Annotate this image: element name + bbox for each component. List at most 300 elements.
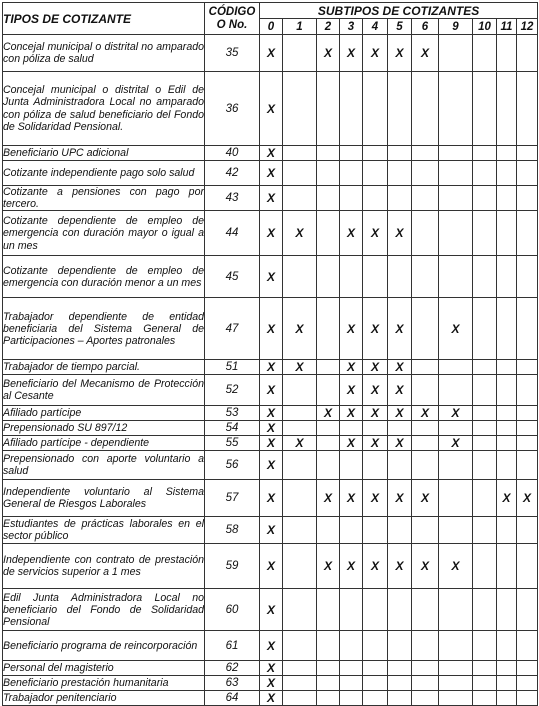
tipo-cotizante-cell: Edil Junta Administradora Local no beneficiario del Fondo de Solidaridad Pensional [3,589,205,631]
tipo-cotizante-cell: Trabajador penitenciario [3,691,205,706]
subtipo-cell-11 [497,676,517,691]
subtipo-cell-0 [260,436,283,451]
subtipo-cell-12 [517,35,538,72]
subtipo-cell-11 [497,72,517,146]
subtipo-cell-6 [412,375,439,406]
subtipo-cell-4 [363,298,388,360]
subtipo-cell-4 [363,375,388,406]
subtipo-mark: X [266,458,275,473]
subtipo-mark: X [420,491,429,506]
subtipo-cell-1 [283,451,317,480]
tipos-header [3,3,205,35]
codigo-cell: 55 [205,436,260,451]
tipo-cotizante-cell: Cotizante dependiente de empleo de emergencia con duración menor a un mes [3,256,205,298]
subtipo-cell-3 [340,421,363,436]
subtipo-mark: X [266,191,275,206]
subtipo-cell-5 [388,375,412,406]
subtipo-cell-3 [340,517,363,544]
tipo-cotizante-cell: Beneficiario del Mecanismo de Protección al Cesante [3,375,205,406]
subtipo-cell-4 [363,691,388,706]
subtipo-cell-3 [340,72,363,146]
subtipo-mark: X [395,406,404,421]
subtipo-mark: X [266,602,275,617]
subtipo-cell-5 [388,186,412,211]
subtipo-cell-6 [412,661,439,676]
subtipo-cell-0 [260,161,283,186]
table-row [3,360,538,375]
subtipo-cell-5 [388,676,412,691]
subtipo-cell-2 [317,661,340,676]
subtipo-mark: X [346,46,355,60]
subtipo-cell-12 [517,211,538,256]
subtipo-cell-0 [260,631,283,661]
subtipo-cell-11 [497,406,517,421]
subtipo-cell-1 [283,298,317,360]
table-row [3,676,538,691]
subtipo-cell-4 [363,589,388,631]
subtipo-cell-4 [363,436,388,451]
subtipos-header [260,3,538,19]
subtipo-cell-9 [439,406,473,421]
subtipo-cell-6 [412,161,439,186]
subtipo-mark: X [451,406,460,421]
subtipo-cell-12 [517,186,538,211]
subtipo-cell-10 [473,589,497,631]
subtipo-cell-2 [317,406,340,421]
subtipo-mark: X [346,491,355,506]
table-row [3,436,538,451]
subtipo-cell-3 [340,451,363,480]
codigo-cell: 62 [205,661,260,676]
table-row [3,451,538,480]
subtipo-cell-5 [388,406,412,421]
subtipo-cell-5 [388,589,412,631]
subtipo-cell-9 [439,256,473,298]
subtipo-cell-5 [388,211,412,256]
subtipo-mark: X [370,491,379,506]
subtipo-mark: X [370,226,379,241]
subtipo-cell-1 [283,544,317,589]
subtipo-cell-12 [517,517,538,544]
subtipo-mark: X [395,226,404,241]
table-row [3,661,538,676]
subtipo-cell-1 [283,691,317,706]
subtipo-cell-9 [439,211,473,256]
subtipo-cell-6 [412,298,439,360]
tipo-cotizante-cell: Afiliado partícipe [3,406,205,421]
tipo-cotizante-cell: Prepensionado SU 897/12 [3,421,205,436]
subtipo-cell-9 [439,631,473,661]
subtipo-col-header: 0 [260,19,283,35]
subtipo-cell-9 [439,72,473,146]
subtipo-cell-9 [439,360,473,375]
subtipo-col-header: 6 [412,19,439,35]
subtipo-cell-4 [363,676,388,691]
tipo-cotizante-cell: Trabajador de tiempo parcial. [3,360,205,375]
subtipo-cell-12 [517,421,538,436]
tipo-cotizante-cell: Afiliado partícipe - dependiente [3,436,205,451]
subtipo-mark: X [266,166,275,180]
subtipo-cell-0 [260,661,283,676]
subtipo-cell-3 [340,691,363,706]
subtipo-mark: X [266,146,275,160]
subtipo-cell-5 [388,451,412,480]
subtipo-cell-1 [283,406,317,421]
subtipo-col-header: 3 [340,19,363,35]
subtipo-cell-10 [473,256,497,298]
subtipo-cell-0 [260,146,283,161]
subtipo-cell-10 [473,186,497,211]
subtipo-cell-12 [517,544,538,589]
subtipo-cell-9 [439,161,473,186]
subtipo-col-header: 1 [283,19,317,35]
subtipo-cell-0 [260,676,283,691]
subtipo-cell-6 [412,436,439,451]
subtipo-cell-5 [388,544,412,589]
subtipo-cell-10 [473,375,497,406]
subtipo-mark: X [266,491,275,506]
subtipo-mark: X [395,321,404,336]
subtipo-cell-6 [412,146,439,161]
subtipo-cell-3 [340,676,363,691]
subtipo-cell-9 [439,676,473,691]
subtipo-cell-3 [340,544,363,589]
subtipo-cell-2 [317,161,340,186]
subtipo-cell-6 [412,631,439,661]
subtipo-cell-0 [260,360,283,375]
subtipo-mark: X [451,321,460,336]
subtipo-cell-6 [412,517,439,544]
subtipo-mark: X [420,406,429,421]
tipo-cotizante-cell: Prepensionado con aporte voluntario a salud [3,451,205,480]
subtipo-cell-1 [283,72,317,146]
subtipo-cell-11 [497,186,517,211]
subtipo-mark: X [323,559,332,574]
subtipo-cell-6 [412,691,439,706]
codigo-cell: 59 [205,544,260,589]
codigo-cell: 57 [205,480,260,517]
subtipo-mark: X [420,559,429,574]
subtipo-cell-2 [317,480,340,517]
subtipo-cell-1 [283,375,317,406]
header-row-1 [3,3,538,19]
codigo-cell: 40 [205,146,260,161]
subtipo-cell-10 [473,676,497,691]
subtipo-cell-2 [317,375,340,406]
subtipo-cell-6 [412,35,439,72]
subtipo-cell-3 [340,589,363,631]
codigo-cell: 61 [205,631,260,661]
table-row [3,517,538,544]
subtipo-cell-1 [283,631,317,661]
subtipo-cell-5 [388,360,412,375]
subtipo-cell-2 [317,631,340,661]
subtipo-cell-5 [388,161,412,186]
subtipo-cell-2 [317,211,340,256]
subtipo-mark: X [370,383,379,398]
subtipo-mark: X [346,226,355,241]
subtipo-cell-5 [388,72,412,146]
subtipo-cell-1 [283,480,317,517]
table-row [3,480,538,517]
tipo-cotizante-cell: Personal del magisterio [3,661,205,676]
subtipo-cell-5 [388,146,412,161]
subtipo-cell-10 [473,298,497,360]
table-row [3,406,538,421]
subtipo-cell-12 [517,72,538,146]
subtipo-cell-4 [363,480,388,517]
subtipo-col-header: 9 [439,19,473,35]
codigo-cell: 60 [205,589,260,631]
subtipo-mark: X [395,46,404,60]
subtipo-mark: X [266,46,275,60]
subtipo-cell-0 [260,480,283,517]
subtipo-cell-12 [517,146,538,161]
tipo-cotizante-cell: Beneficiario prestación humanitaria [3,676,205,691]
table-row [3,211,538,256]
subtipo-mark: X [266,406,275,421]
subtipo-mark: X [323,491,332,506]
table-row [3,421,538,436]
subtipo-cell-11 [497,517,517,544]
subtipo-cell-4 [363,186,388,211]
subtipo-mark: X [451,436,460,451]
subtipo-cell-1 [283,186,317,211]
subtipo-cell-5 [388,35,412,72]
subtipo-cell-11 [497,256,517,298]
subtipo-col-header: 12 [517,19,538,35]
subtipo-cell-11 [497,631,517,661]
subtipo-cell-4 [363,631,388,661]
tipo-cotizante-cell: Cotizante a pensiones con pago por tercero. [3,186,204,211]
subtipo-cell-2 [317,146,340,161]
subtipo-mark: X [395,559,404,574]
subtipos-header-label: SUBTIPOS DE COTIZANTES [317,3,480,18]
subtipo-cell-11 [497,375,517,406]
subtipo-cell-0 [260,421,283,436]
subtipo-cell-10 [473,72,497,146]
subtipo-cell-5 [388,256,412,298]
subtipo-cell-0 [260,544,283,589]
subtipo-cell-9 [439,146,473,161]
tipo-cotizante-cell: Cotizante dependiente de empleo de emergencia con duración mayor o igual a un mes [3,211,205,256]
subtipo-cell-9 [439,661,473,676]
subtipo-cell-10 [473,631,497,661]
table-row [3,589,538,631]
codigo-cell: 58 [205,517,260,544]
subtipo-cell-3 [340,436,363,451]
subtipo-cell-2 [317,436,340,451]
subtipo-mark: X [370,436,379,451]
subtipo-mark: X [295,226,304,241]
subtipo-cell-4 [363,146,388,161]
subtipo-mark: X [370,46,379,60]
codigo-cell: 52 [205,375,260,406]
table-row [3,146,538,161]
subtipo-cell-3 [340,146,363,161]
subtipo-mark: X [323,46,332,60]
subtipo-cell-1 [283,35,317,72]
subtipo-mark: X [266,101,275,116]
subtipo-cell-3 [340,35,363,72]
subtipo-cell-0 [260,517,283,544]
codigo-cell: 45 [205,256,260,298]
table-row [3,631,538,661]
subtipo-cell-4 [363,544,388,589]
subtipo-cell-12 [517,691,538,706]
subtipo-cell-4 [363,211,388,256]
subtipo-cell-9 [439,186,473,211]
subtipo-cell-9 [439,691,473,706]
subtipo-cell-5 [388,436,412,451]
subtipo-col-header: 5 [388,19,412,35]
subtipo-cell-2 [317,72,340,146]
subtipo-cell-6 [412,256,439,298]
subtipo-cell-11 [497,35,517,72]
codigo-header-line1: CÓDIGO [208,5,256,18]
codigo-cell: 36 [205,72,260,146]
subtipo-mark: X [323,406,332,421]
subtipo-cell-10 [473,436,497,451]
subtipo-mark: X [266,523,275,538]
subtipo-cell-1 [283,661,317,676]
subtipo-cell-11 [497,146,517,161]
tipo-cotizante-cell: Cotizante independiente pago solo salud [3,161,205,186]
subtipo-cell-3 [340,406,363,421]
codigo-cell: 64 [205,691,260,706]
subtipo-cell-6 [412,451,439,480]
subtipo-cell-10 [473,544,497,589]
subtipo-mark: X [266,661,275,676]
subtipo-cell-6 [412,676,439,691]
subtipo-cell-10 [473,146,497,161]
subtipo-cell-6 [412,186,439,211]
subtipo-cell-4 [363,661,388,676]
tipo-cotizante-cell: Independiente con contrato de prestación de servicios superior a 1 mes [3,544,205,589]
subtipo-mark: X [451,559,460,574]
subtipo-cell-2 [317,676,340,691]
cotizantes-sheet [2,2,537,706]
subtipo-cell-5 [388,421,412,436]
subtipo-mark: X [502,491,511,506]
subtipo-cell-0 [260,451,283,480]
subtipo-mark: X [266,436,275,451]
subtipo-cell-0 [260,186,283,211]
subtipo-cell-9 [439,480,473,517]
subtipo-cell-2 [317,589,340,631]
subtipo-cell-3 [340,186,363,211]
table-row [3,186,538,211]
subtipo-cell-10 [473,691,497,706]
tipo-cotizante-cell: Beneficiario programa de reincorporación [3,631,205,661]
subtipo-cell-1 [283,589,317,631]
subtipo-cell-5 [388,631,412,661]
subtipo-mark: X [295,321,304,336]
subtipo-col-header: 2 [317,19,340,35]
codigo-header [205,3,260,35]
subtipo-mark: X [266,691,275,706]
subtipo-cell-2 [317,691,340,706]
subtipo-cell-11 [497,360,517,375]
subtipo-mark: X [395,360,404,375]
subtipo-cell-3 [340,375,363,406]
subtipo-cell-3 [340,161,363,186]
codigo-header-line2: O No. [216,18,248,31]
codigo-cell: 56 [205,451,260,480]
subtipo-cell-11 [497,691,517,706]
subtipo-cell-4 [363,451,388,480]
subtipo-cell-6 [412,421,439,436]
subtipo-cell-11 [497,161,517,186]
subtipo-cell-11 [497,661,517,676]
subtipo-cell-6 [412,406,439,421]
subtipo-mark: X [346,383,355,398]
subtipo-cell-12 [517,589,538,631]
subtipo-cell-12 [517,480,538,517]
subtipo-cell-1 [283,211,317,256]
subtipo-cell-5 [388,517,412,544]
subtipo-mark: X [266,383,275,398]
subtipo-cell-12 [517,360,538,375]
subtipo-cell-10 [473,451,497,480]
subtipo-cell-0 [260,298,283,360]
subtipo-cell-2 [317,451,340,480]
subtipo-mark: X [266,269,275,284]
subtipo-mark: X [266,421,275,436]
subtipo-cell-10 [473,480,497,517]
subtipo-cell-1 [283,146,317,161]
subtipo-cell-10 [473,161,497,186]
codigo-cell: 35 [205,35,260,72]
subtipo-mark: X [266,638,275,653]
subtipo-cell-2 [317,517,340,544]
subtipo-mark: X [395,436,404,451]
subtipo-mark: X [370,559,379,574]
subtipo-cell-9 [439,436,473,451]
table-body [3,35,538,706]
subtipo-cell-11 [497,451,517,480]
subtipo-col-header: 4 [363,19,388,35]
subtipo-cell-0 [260,375,283,406]
subtipo-cell-12 [517,676,538,691]
subtipo-mark: X [370,360,379,375]
subtipo-cell-4 [363,256,388,298]
subtipo-col-header: 10 [473,19,497,35]
subtipo-cell-11 [497,544,517,589]
subtipo-cell-10 [473,360,497,375]
subtipo-cell-3 [340,480,363,517]
subtipo-cell-10 [473,406,497,421]
subtipo-cell-12 [517,451,538,480]
subtipo-cell-10 [473,35,497,72]
subtipo-cell-6 [412,211,439,256]
subtipo-cell-2 [317,360,340,375]
subtipo-cell-11 [497,589,517,631]
subtipo-cell-12 [517,406,538,421]
subtipo-mark: X [266,676,275,691]
subtipo-mark: X [346,360,355,375]
tipo-cotizante-cell: Concejal municipal o distrital o Edil de Junta Administradora Local no amparado con póliza de salud beneficiario del Fondo de Solidaridad Pensional. [3,72,205,146]
subtipo-mark: X [395,491,404,506]
subtipo-cell-3 [340,256,363,298]
subtipo-cell-11 [497,480,517,517]
tipo-cotizante-cell: Concejal municipal o distrital no amparado con póliza de salud [3,35,205,72]
subtipo-cell-12 [517,161,538,186]
codigo-cell: 42 [205,161,260,186]
cotizantes-table [2,2,538,706]
subtipo-cell-3 [340,631,363,661]
subtipo-mark: X [370,406,379,421]
